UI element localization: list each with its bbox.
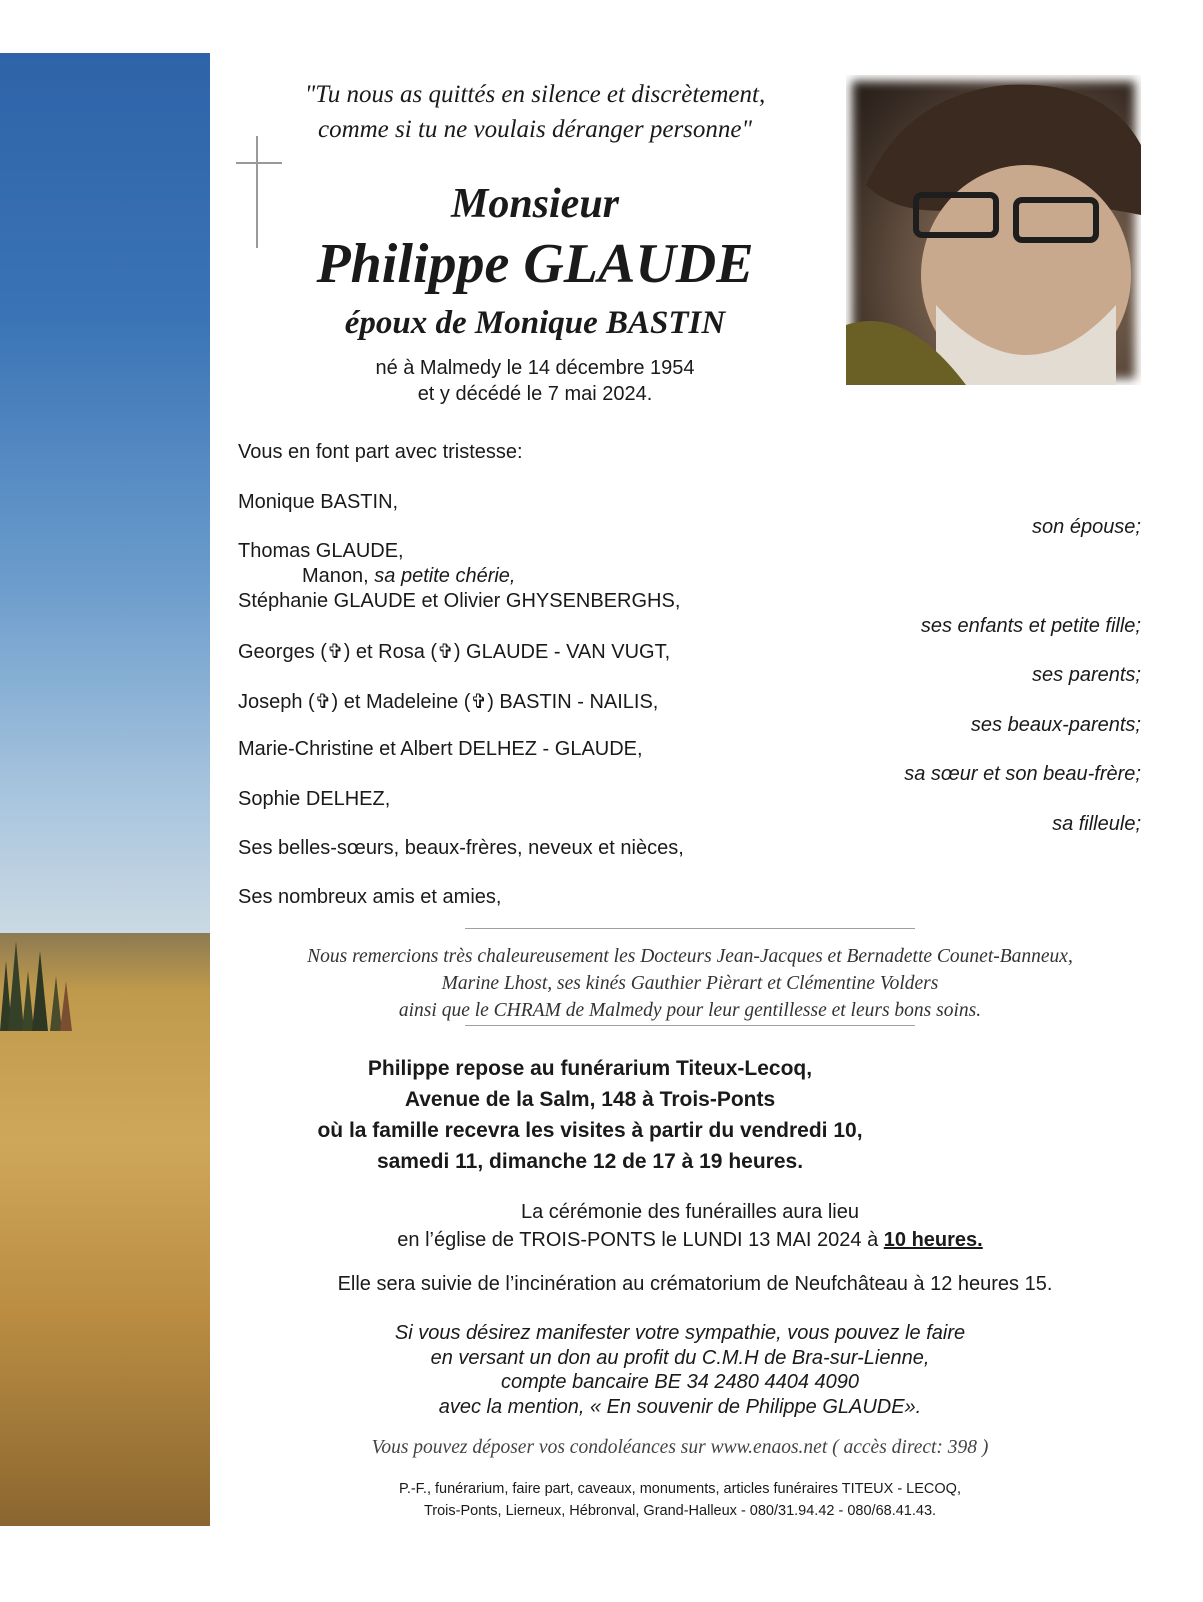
thanks-line: ainsi que le CHRAM de Malmedy pour leur gentillesse et leurs bons soins.	[398, 1000, 982, 1021]
deceased-name: Philippe GLAUDE	[316, 233, 754, 295]
family-member-manon	[302, 565, 515, 588]
ceremony-place-date: en l’église de TROIS-PONTS le LUNDI 13 MAI 2024 à	[397, 1229, 879, 1251]
family-member-parents	[238, 639, 670, 664]
text-part: Joseph (	[238, 691, 315, 713]
family-member: Ses belles-sœurs, beaux-frères, neveux et nièces,	[238, 837, 684, 859]
relation-label: sa filleule;	[1052, 813, 1141, 835]
thanks-paragraph	[230, 943, 1150, 1024]
relation-label: ses enfants et petite fille;	[920, 615, 1141, 637]
family-member: Thomas GLAUDE,	[238, 540, 404, 562]
text-part: ) et Madeleine (	[331, 691, 471, 713]
reposing-info	[240, 1053, 940, 1177]
trees-silhouette	[0, 921, 120, 1031]
footer-line: Trois-Ponts, Lierneux, Hébronval, Grand-Halleux - 080/31.94.42 - 080/68.41.43.	[423, 1503, 937, 1519]
ceremony-time: 10 heures.	[883, 1229, 983, 1251]
reposing-line: où la famille recevra les visites à partir du vendredi 10,	[317, 1119, 863, 1142]
deceased-cross-icon: ✞	[470, 691, 488, 713]
sky	[0, 53, 210, 933]
text-part: ) et Rosa (	[343, 641, 438, 663]
condolences-link-text: Vous pouvez déposer vos condoléances sur www.enaos.net ( accès direct: 398 )	[371, 1437, 989, 1458]
text-part: ) GLAUDE - VAN VUGT,	[453, 641, 671, 663]
family-member: Sophie DELHEZ,	[238, 788, 391, 810]
portrait-photo	[846, 75, 1141, 385]
relation-label: ses beaux-parents;	[970, 714, 1141, 736]
family-member: Marie-Christine et Albert DELHEZ - GLAUDE,	[238, 738, 643, 760]
honorific: Monsieur	[450, 181, 620, 227]
ceremony-line	[240, 1226, 1140, 1254]
reposing-line: Avenue de la Salm, 148 à Trois-Ponts	[404, 1088, 776, 1111]
divider	[465, 1025, 915, 1026]
donation-line: avec la mention, « En souvenir de Philippe GLAUDE».	[438, 1395, 922, 1418]
announcement-intro: Vous en font part avec tristesse:	[238, 441, 523, 463]
birth-death-dates	[240, 355, 830, 407]
cross-icon-horizontal	[236, 162, 282, 164]
quote-line: comme si tu ne voulais déranger personne"	[317, 116, 753, 143]
epigraph-quote	[240, 77, 830, 147]
landscape-photo	[0, 53, 210, 1526]
reposing-line: Philippe repose au funérarium Titeux-Lecoq,	[367, 1057, 813, 1080]
family-member: Stéphanie GLAUDE et Olivier GHYSENBERGHS,	[238, 590, 681, 612]
relation-label: son épouse;	[1032, 516, 1141, 538]
relation-label: sa sœur et son beau-frère;	[904, 763, 1141, 785]
thanks-line: Nous remercions très chaleureusement les Docteurs Jean-Jacques et Bernadette Counet-Banneux,	[307, 946, 1073, 967]
footer-line: P.-F., funérarium, faire part, caveaux, monuments, articles funéraires TITEUX - LECOQ,	[399, 1481, 961, 1497]
deceased-cross-icon: ✞	[314, 691, 332, 713]
family-member: Monique BASTIN,	[238, 491, 399, 513]
death-line: et y décédé le 7 mai 2024.	[417, 383, 653, 405]
divider	[465, 928, 915, 929]
birth-line: né à Malmedy le 14 décembre 1954	[375, 357, 695, 379]
donation-info	[240, 1321, 1120, 1419]
donation-line: en versant un don au profit du C.M.H de Bra-sur-Lienne,	[430, 1346, 930, 1369]
ceremony-info	[240, 1198, 1140, 1254]
manon-name: Manon,	[302, 565, 369, 587]
reposing-line: samedi 11, dimanche 12 de 17 à 19 heures.	[376, 1150, 804, 1173]
thanks-line: Marine Lhost, ses kinés Gauthier Pièrart et Clémentine Volders	[441, 973, 939, 994]
donation-line: compte bancaire BE 34 2480 4404 4090	[500, 1371, 860, 1393]
deceased-cross-icon: ✞	[437, 641, 454, 663]
text-part: Georges (	[238, 641, 327, 663]
funeral-home-footer	[240, 1478, 1120, 1522]
ceremony-line: La cérémonie des funérailles aura lieu	[521, 1201, 859, 1223]
cremation-info: Elle sera suivie de l’incinération au crématorium de Neufchâteau à 12 heures 15.	[337, 1273, 1053, 1295]
manon-description: sa petite chérie,	[374, 565, 516, 587]
donation-line: Si vous désirez manifester votre sympathie, vous pouvez le faire	[394, 1322, 966, 1344]
spouse-line: époux de Monique BASTIN	[344, 305, 726, 341]
text-part: ) BASTIN - NAILIS,	[487, 691, 659, 713]
relation-label: ses parents;	[1032, 664, 1141, 686]
family-member-in-laws	[238, 689, 658, 714]
deceased-cross-icon: ✞	[326, 641, 344, 663]
quote-line: "Tu nous as quittés en silence et discrètement,	[304, 81, 766, 108]
family-member: Ses nombreux amis et amies,	[238, 886, 502, 908]
